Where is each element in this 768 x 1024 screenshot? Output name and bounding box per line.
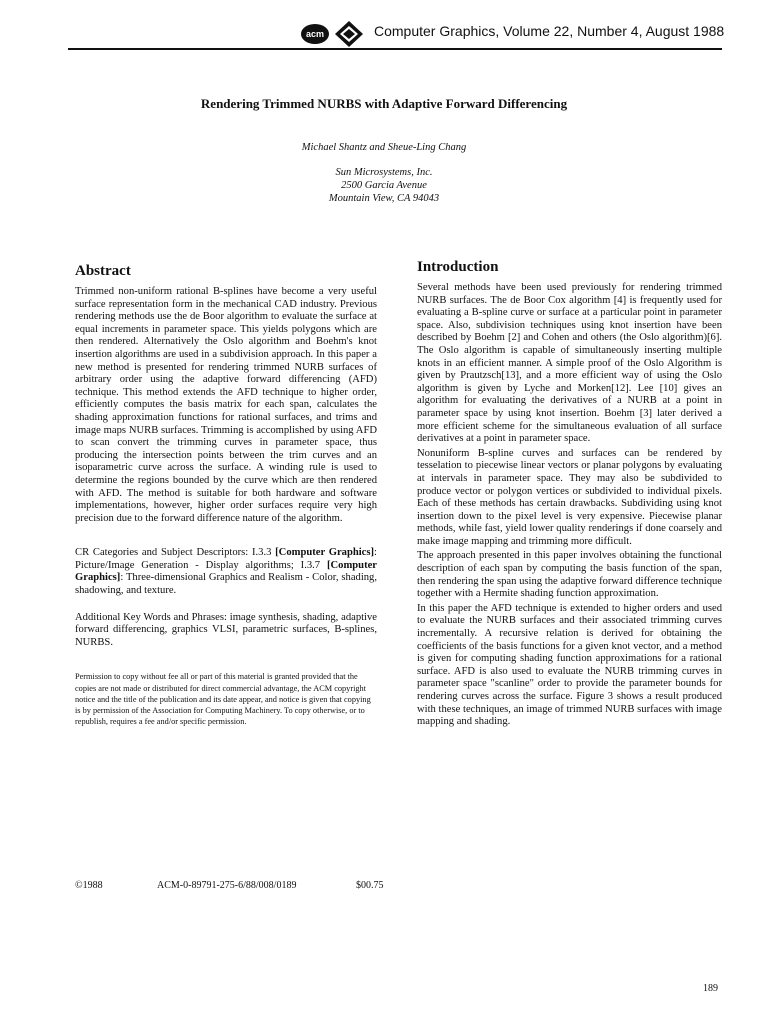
footer-acm-number: ACM-0-89791-275-6/88/008/0189 <box>157 880 297 891</box>
affiliation-line: Sun Microsystems, Inc. <box>335 167 433 178</box>
acm-logo-icon <box>300 23 330 45</box>
footer-price: $00.75 <box>356 880 384 891</box>
affiliation-line: 2500 Garcia Avenue <box>341 180 427 191</box>
author-affiliation <box>120 166 648 205</box>
abstract-heading: Abstract <box>75 263 131 279</box>
page-number: 189 <box>703 983 718 994</box>
siggraph-diamond-icon <box>334 20 364 48</box>
affiliation-line: Mountain View, CA 94043 <box>328 193 440 204</box>
paper-title: Rendering Trimmed NURBS with Adaptive Forward Differencing <box>200 96 568 111</box>
cr-categories: CR Categories and Subject Descriptors: I.3.3 [Computer Graphics]: Picture/Image Generation - Display algorithms; I.3.7 [Computer Graphics]: Three-dimensional Graphics and Realism - Color, shading, shadowing, and texture. <box>75 547 377 597</box>
permission-notice: Permission to copy without fee all or part of this material is granted provided that the copies are not made or distributed for direct commercial advantage, the ACM copyright notice and the title of the publication and its date appear, and notice is given that copying is by permission of the Association for Computing Machinery. To copy otherwise, or to republish, requires a fee and/or specific permission. <box>75 672 371 727</box>
header-rule <box>68 48 722 50</box>
intro-paragraph: The approach presented in this paper involves obtaining the functional description of each span by computing the basis function of the span, then rendering the span using the adaptive forward difference technique together with a Hermite shading function approximation. <box>417 550 722 600</box>
footer-copyright: ©1988 <box>75 880 103 891</box>
intro-paragraph: In this paper the AFD technique is extended to higher orders and used to evaluate the NURB surfaces and their associated trimming curves incrementally. A recursive relation is derived for obtaining the coefficients of the basis functions for a given knot vector, and a method is given for computing shading function approximations for a rational surface. AFD is also used to evaluate the NURB trimming curves in parameter space "scanline" order to provide the parameter bounds for rendering curves across the surface. Figure 3 shows a result produced with these techniques, an image of trimmed NURB surfaces with image mapping and shading. <box>417 602 722 728</box>
running-header <box>68 18 725 48</box>
paper-authors: Michael Shantz and Sheue-Ling Chang <box>301 142 467 153</box>
acm-logo-text: acm <box>305 29 325 39</box>
intro-paragraph: Several methods have been used previously for rendering trimmed NURB surfaces. The de Boor Cox algorithm [4] is frequently used for evaluating a B-spline curve or surface at a particular point in parameter space. Also, subdivision techniques using knot insertion have been described by Boehm [2] and Cohen and others (the Oslo algorithm)[6]. The Oslo algorithm is capable of simultaneously inserting multiple knots in an efficient manner. A simple proof of the Oslo Algorithm is given by Prautzsch[13], and a more efficient way of using the Oslo algorithm is given by Lyche and Morken[12]. Lee [10] gives an algorithm for evaluating the derivatives of a NURB at a point in parameter space by using knot insertion. Boehm [3] later derived a more efficient scheme for the simultaneous evaluation of all surface derivatives at a point in parameter space. <box>417 282 722 445</box>
abstract-text: Trimmed non-uniform rational B-splines have become a very useful surface representation form in the mechanical CAD industry. Previous rendering methods use the de Boor algorithm to evaluate the surface at equal increments in parameter space. This yields polygons which are then rendered. Alternatively the Oslo algorithm and Boehm's knot insertion algorithms are used in a subdivision approach. In this paper a new method is presented for rendering trimmed NURB surfaces of arbitrary order using the adaptive forward differencing (AFD) technique. This method extends the AFD technique to higher order, efficiently computes the basis matrix for each span, calculates the shading approximation functions for rational surfaces, and trims and image maps NURB surfaces. Trimming is accomplished by using AFD to scan convert the trimming curves in parameter space, thus producing the intersection points between the trim curves and an isoparametric curve across the surface. A winding rule is used to determine the regions bounded by the curve which are then rendered with AFD. The method is suitable for both hardware and software implementations, however, higher order surfaces require very high precision due to the forward difference nature of the algorithm. <box>75 286 377 524</box>
left-column <box>75 262 377 727</box>
right-column <box>417 258 722 731</box>
journal-header-title: Computer Graphics, Volume 22, Number 4, August 1988 <box>374 23 725 39</box>
introduction-heading: Introduction <box>417 259 499 275</box>
intro-paragraph: Nonuniform B-spline curves and surfaces can be rendered by tesselation to piecewise linear vectors or planar polygons by evaluating at intervals in parameter space. They may also be subdivided to produce vector or polygon vertices or subdivided to individual pixels. Each of these methods has certain drawbacks. Subdividing using knot insertion down to the pixel level is very expensive. Piecewise planar methods, while fast, yield lower quality renderings if done coarsely and make image mapping and trimming more difficult. <box>417 447 722 547</box>
keywords: Additional Key Words and Phrases: image synthesis, shading, adaptive forward differencing, graphics VLSI, parametric surfaces, B-splines, NURBS. <box>75 611 377 648</box>
